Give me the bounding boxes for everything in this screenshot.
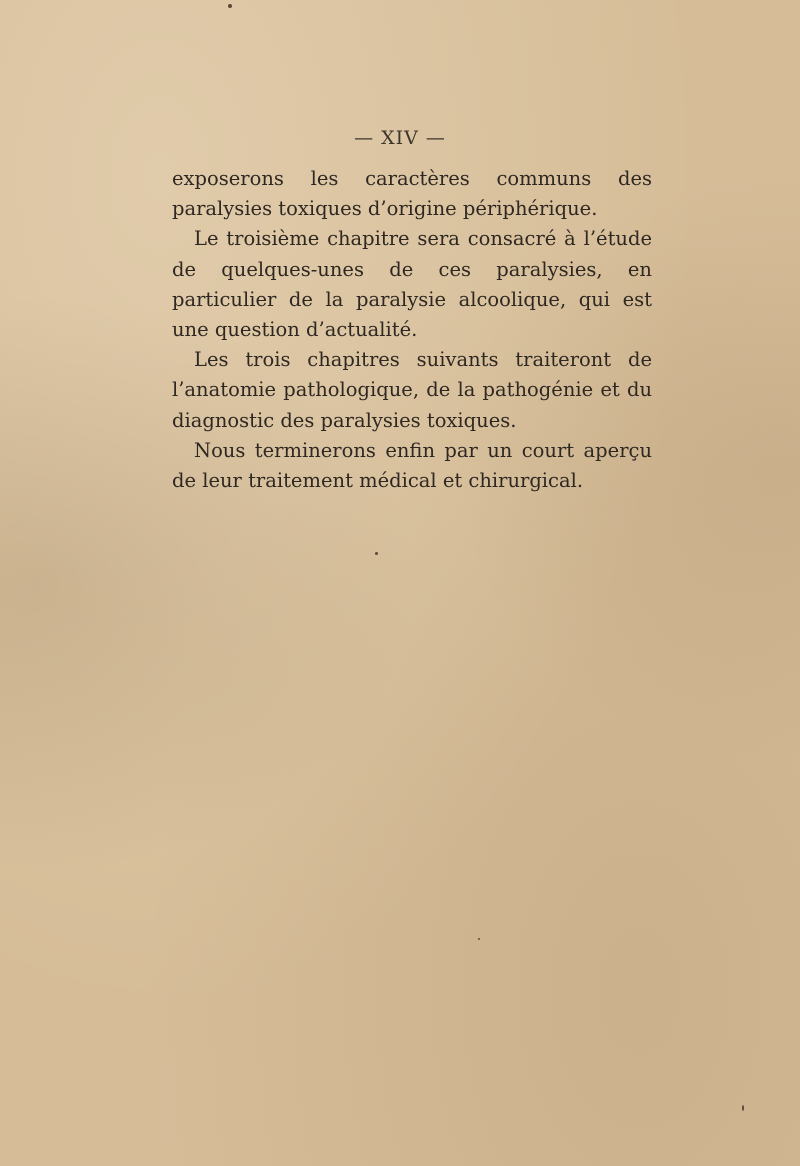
paper-speck bbox=[478, 938, 480, 940]
paragraph-following-chapters: Les trois chapitres suivants traiteront de l’anatomie pathologique, de la pathogénie et du diagnostic des paralysies toxiques. bbox=[172, 348, 652, 432]
body-text bbox=[172, 164, 652, 496]
page-number: — XIV — bbox=[354, 127, 446, 149]
paper-speck bbox=[228, 4, 232, 8]
paragraph-continuation: exposerons les caractères communs des paralysies toxiques d’origine périphérique. bbox=[172, 167, 652, 221]
paper-speck bbox=[375, 552, 378, 555]
paper-speck bbox=[742, 1105, 744, 1111]
paragraph-treatment: Nous terminerons enfin par un court aperçu de leur traitement médical et chirurgical. bbox=[172, 438, 652, 493]
paragraph-third-chapter: Le troisième chapitre sera consacré à l’étude de quelques-unes de ces paralysies, en particulier de la paralysie alcoolique, qui est une question d’actualité. bbox=[172, 227, 652, 342]
